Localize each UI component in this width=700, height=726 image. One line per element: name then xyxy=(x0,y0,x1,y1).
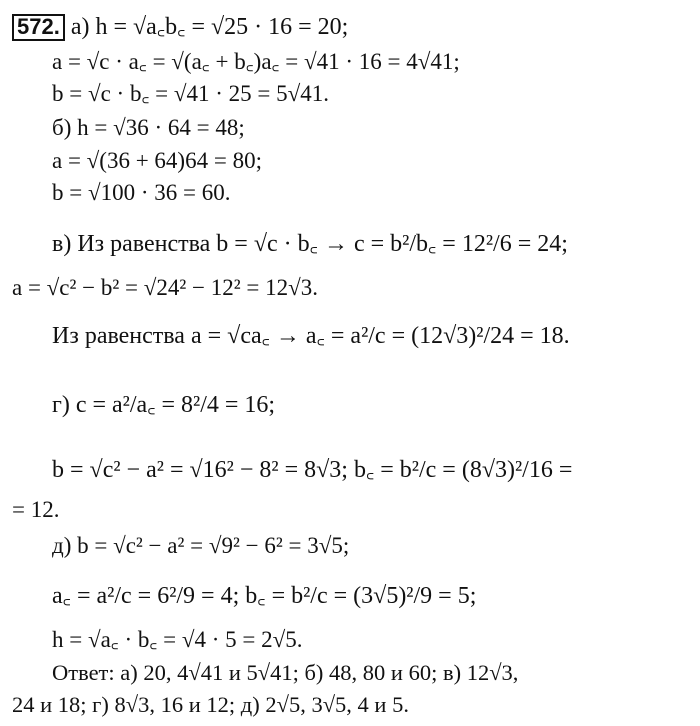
line-text: г) c = a²/a꜀ = 8²/4 = 16; xyxy=(52,392,276,418)
line-text: b = √c² − a² = √16² − 8² = 8√3; b꜀ = b²/c = (8√3)²/16 = xyxy=(52,457,573,483)
line-text: Из равенства a = √ca꜀ → a꜀ = a²/c = (12√3)²/24 = 18. xyxy=(52,323,570,349)
line-text: h = √a꜀ · b꜀ = √4 · 5 = 2√5. xyxy=(52,627,303,652)
line-text: b = √100 · 36 = 60. xyxy=(52,180,231,205)
line-text: a = √c² − b² = √24² − 12² = 12√3. xyxy=(12,275,318,300)
line-text: a = √(36 + 64)64 = 80; xyxy=(52,148,262,173)
line-17 xyxy=(12,694,409,717)
line-8 xyxy=(12,276,318,299)
line-11 xyxy=(52,458,572,482)
line-text: b = √c · b꜀ = √41 · 25 = 5√41. xyxy=(52,81,330,106)
line-7 xyxy=(52,232,568,256)
line-2 xyxy=(52,50,460,73)
line-text: a = √c · a꜀ = √(a꜀ + b꜀)a꜀ = √41 · 16 = 4√41; xyxy=(52,49,460,74)
line-1 xyxy=(12,14,348,41)
answer-text: Ответ: а) 20, 4√41 и 5√41; б) 48, 80 и 60; в) 12√3, xyxy=(52,660,519,685)
line-text: б) h = √36 · 64 = 48; xyxy=(52,115,245,140)
line-13 xyxy=(52,534,349,557)
line-text: а) h = √a꜀b꜀ = √25 · 16 = 20; xyxy=(70,14,349,40)
line-4 xyxy=(52,116,245,139)
line-6 xyxy=(52,181,230,204)
answer-text: 24 и 18; г) 8√3, 16 и 12; д) 2√5, 3√5, 4 и 5. xyxy=(12,692,409,717)
line-text: = 12. xyxy=(12,497,60,522)
line-text: в) Из равенства b = √c · b꜀ → c = b²/b꜀ = 12²/6 = 24; xyxy=(52,231,568,257)
line-10 xyxy=(52,393,275,417)
line-15 xyxy=(52,628,302,651)
line-9 xyxy=(52,324,570,348)
line-text: a꜀ = a²/c = 6²/9 = 4; b꜀ = b²/c = (3√5)²/9 = 5; xyxy=(52,583,477,609)
line-14 xyxy=(52,584,476,608)
problem-number: 572. xyxy=(12,14,65,41)
line-16 xyxy=(52,662,518,685)
line-12 xyxy=(12,498,59,521)
line-text: д) b = √c² − a² = √9² − 6² = 3√5; xyxy=(52,533,350,558)
line-5 xyxy=(52,149,262,172)
line-3 xyxy=(52,82,329,105)
